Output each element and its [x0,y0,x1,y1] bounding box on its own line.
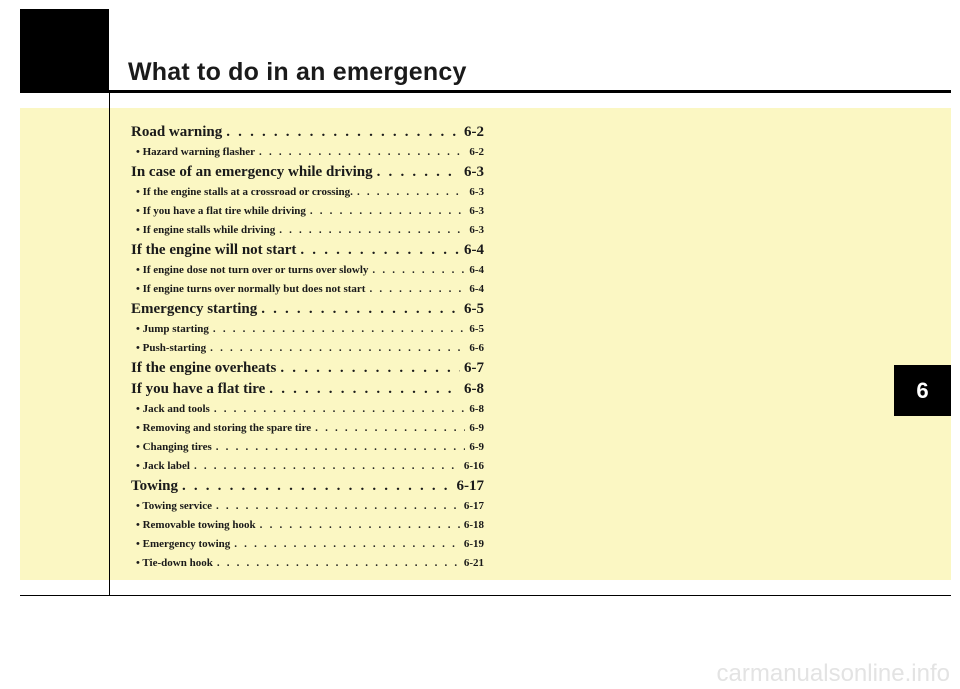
dot-leader [357,183,465,202]
toc-section-entry[interactable] [131,162,484,183]
margin-line [109,93,110,595]
dot-leader [372,261,465,280]
dot-leader [261,299,460,320]
toc-subsection-entry[interactable] [131,143,484,162]
toc-page-number: 6-3 [469,205,484,217]
dot-leader [279,221,465,240]
toc-page-number: 6-5 [464,301,484,317]
dot-leader [310,202,465,221]
dot-leader [210,339,465,358]
dot-leader [300,240,460,261]
dot-leader [259,143,465,162]
toc-entry-text: If the engine overheats [131,360,277,376]
toc-entry-text: Towing [131,478,178,494]
dot-leader [217,554,460,573]
toc-page-number: 6-4 [469,283,484,295]
toc-section-entry[interactable] [131,379,484,400]
dot-leader [194,457,460,476]
dot-leader [260,516,460,535]
dot-leader [269,379,460,400]
toc-page-number: 6-8 [464,381,484,397]
toc-page-number: 6-8 [469,403,484,415]
toc-page-number: 6-3 [464,164,484,180]
toc-entry-text: • Removable towing hook [136,519,256,531]
dot-leader [226,122,460,143]
toc-entry-text: • Changing tires [136,441,212,453]
toc-entry-text: • Emergency towing [136,538,231,550]
toc-page-number: 6-6 [469,342,484,354]
dot-leader [369,280,465,299]
toc-subsection-entry[interactable] [131,400,484,419]
dot-leader [315,419,465,438]
toc-entry-text: In case of an emergency while driving [131,164,373,180]
toc-entry-text: • Jump starting [136,323,209,335]
toc-subsection-entry[interactable] [131,497,484,516]
toc-entry-text: If the engine will not start [131,242,297,258]
header-black-tab [20,9,109,93]
toc-subsection-entry[interactable] [131,202,484,221]
title-rule [109,90,951,93]
dot-leader [213,320,465,339]
toc-section-entry[interactable] [131,476,484,497]
toc-page-number: 6-2 [464,124,484,140]
toc-entry-text: • Jack and tools [136,403,210,415]
toc-subsection-entry[interactable] [131,221,484,240]
page-title: What to do in an emergency [128,58,467,86]
toc-page-number: 6-21 [463,557,484,569]
toc-entry-text: • Removing and storing the spare tire [136,422,312,434]
toc-entry-text: • Towing service [136,500,212,512]
toc-subsection-entry[interactable] [131,554,484,573]
toc-subsection-entry[interactable] [131,339,484,358]
dot-leader [214,400,465,419]
toc-page-number: 6-17 [463,500,484,512]
toc-page-number: 6-2 [469,146,484,158]
bottom-rule [20,595,951,596]
dot-leader [280,358,460,379]
toc-section-entry[interactable] [131,358,484,379]
toc-page-number: 6-3 [469,186,484,198]
toc-entry-text: • Hazard warning flasher [136,146,256,158]
dot-leader [234,535,460,554]
toc-page-number: 6-3 [469,224,484,236]
toc-entry-text: • If engine dose not turn over or turns over slowly [136,264,369,276]
toc-subsection-entry[interactable] [131,183,484,202]
toc-subsection-entry[interactable] [131,419,484,438]
toc-entry-text: • Tie-down hook [136,557,213,569]
toc-entry-text: • If you have a flat tire while driving [136,205,306,217]
toc-section-entry[interactable] [131,299,484,320]
toc-page-number: 6-9 [469,422,484,434]
toc-section-entry[interactable] [131,240,484,261]
dot-leader [182,476,453,497]
toc-subsection-entry[interactable] [131,280,484,299]
toc-subsection-entry[interactable] [131,457,484,476]
dot-leader [216,497,460,516]
table-of-contents [131,122,484,573]
toc-entry-text: Emergency starting [131,301,258,317]
toc-entry-text: If you have a flat tire [131,381,266,397]
toc-subsection-entry[interactable] [131,438,484,457]
toc-page-number: 6-4 [464,242,484,258]
toc-subsection-entry[interactable] [131,535,484,554]
chapter-tab[interactable]: 6 [894,365,951,416]
toc-page-number: 6-17 [456,478,484,494]
toc-entry-text: • Push-starting [136,342,207,354]
toc-section-entry[interactable] [131,122,484,143]
toc-page-number: 6-19 [463,538,484,550]
toc-subsection-entry[interactable] [131,320,484,339]
watermark: carmanualsonline.info [716,660,950,687]
toc-page-number: 6-9 [469,441,484,453]
toc-page-number: 6-16 [463,460,484,472]
toc-subsection-entry[interactable] [131,516,484,535]
toc-page-number: 6-5 [469,323,484,335]
dot-leader [216,438,466,457]
toc-subsection-entry[interactable] [131,261,484,280]
toc-entry-text: • If the engine stalls at a crossroad or crossing. [136,186,353,198]
toc-entry-text: • If engine stalls while driving [136,224,276,236]
toc-entry-text: • If engine turns over normally but does not start [136,283,366,295]
dot-leader [377,162,460,183]
toc-page-number: 6-18 [463,519,484,531]
toc-page-number: 6-7 [464,360,484,376]
toc-page-number: 6-4 [469,264,484,276]
toc-entry-text: • Jack label [136,460,190,472]
toc-entry-text: Road warning [131,124,223,140]
